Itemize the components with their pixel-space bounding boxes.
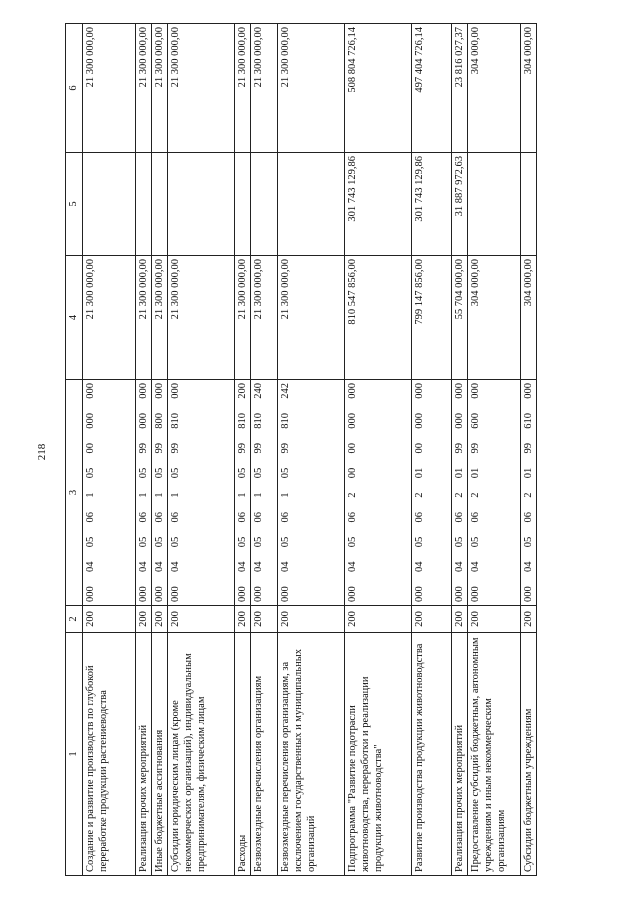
header-col-3: 3 [66, 380, 83, 606]
rotated-table-wrapper [65, 27, 582, 876]
code-part: 2 [414, 492, 425, 498]
row-executed-amount [521, 153, 537, 256]
row-name: Создание и развитие производств по глубокой переработке продукции растениеводства [83, 633, 136, 876]
code-part: 99 [237, 443, 248, 454]
row-code-admin: 200 [521, 606, 537, 633]
row-name: Субсидии бюджетным учреждениям [521, 633, 537, 876]
header-col-6: 6 [66, 24, 83, 153]
code-part: 99 [280, 443, 291, 454]
row-name: Иные бюджетные ассигнования [152, 633, 168, 876]
code-part: 00 [85, 443, 96, 454]
code-part: 05 [85, 536, 96, 548]
row-executed-amount: 301 743 129,86 [345, 153, 412, 256]
row-executed-amount: 301 743 129,86 [412, 153, 452, 256]
row-name: Безвозмездные перечисления организациям [251, 633, 278, 876]
code-part: 06 [138, 512, 149, 523]
row-classification-code [168, 380, 235, 606]
code-part: 99 [253, 443, 264, 454]
code-part: 04 [347, 561, 358, 572]
classification-code-parts [453, 383, 466, 602]
code-part: 000 [170, 383, 181, 399]
row-approved-amount: 21 300 000,00 [83, 256, 136, 380]
code-part: 04 [85, 561, 96, 572]
code-part: 06 [523, 512, 534, 523]
code-part: 1 [85, 492, 96, 498]
classification-code-parts [169, 383, 182, 602]
table-row [83, 24, 136, 876]
code-part: 05 [280, 467, 291, 479]
code-part: 240 [253, 383, 264, 399]
row-remaining-amount: 21 300 000,00 [152, 24, 168, 153]
table-row [168, 24, 235, 876]
row-approved-amount: 304 000,00 [468, 256, 521, 380]
code-part: 000 [85, 383, 96, 399]
table-body [83, 24, 537, 876]
row-approved-amount: 304 000,00 [521, 256, 537, 380]
code-part: 06 [347, 512, 358, 523]
row-approved-amount: 21 300 000,00 [278, 256, 345, 380]
code-part: 99 [138, 443, 149, 454]
classification-code-parts [252, 383, 265, 602]
code-part: 05 [253, 536, 264, 548]
budget-table [65, 23, 537, 876]
classification-code-parts [346, 383, 359, 602]
row-remaining-amount: 21 300 000,00 [251, 24, 278, 153]
code-part: 05 [523, 536, 534, 548]
code-part: 2 [454, 492, 465, 498]
row-classification-code [345, 380, 412, 606]
code-part: 000 [414, 383, 425, 399]
table-row [345, 24, 412, 876]
code-part: 05 [414, 536, 425, 548]
code-part: 000 [138, 586, 149, 602]
row-name: Предоставление субсидий бюджетным, автономным учреждениям и иным некоммерческим организациям [468, 633, 521, 876]
row-remaining-amount: 21 300 000,00 [83, 24, 136, 153]
code-part: 04 [470, 561, 481, 572]
header-col-2: 2 [66, 606, 83, 633]
row-code-admin: 200 [168, 606, 235, 633]
row-approved-amount: 55 704 000,00 [452, 256, 468, 380]
header-col-5: 5 [66, 153, 83, 256]
table-row [278, 24, 345, 876]
code-part: 00 [347, 443, 358, 454]
code-part: 06 [85, 512, 96, 523]
code-part: 000 [138, 383, 149, 399]
code-part: 05 [154, 536, 165, 548]
code-part: 05 [347, 536, 358, 548]
code-part: 04 [237, 561, 248, 572]
code-part: 06 [454, 512, 465, 523]
code-part: 800 [154, 413, 165, 429]
code-part: 2 [470, 492, 481, 498]
code-part: 06 [170, 512, 181, 523]
code-part: 99 [154, 443, 165, 454]
code-part: 04 [414, 561, 425, 572]
code-part: 06 [280, 512, 291, 523]
code-part: 05 [454, 536, 465, 548]
header-col-1: 1 [66, 633, 83, 876]
row-executed-amount [251, 153, 278, 256]
code-part: 01 [470, 467, 481, 479]
code-part: 04 [253, 561, 264, 572]
code-part: 04 [454, 561, 465, 572]
code-part: 1 [154, 492, 165, 498]
code-part: 000 [523, 586, 534, 602]
row-executed-amount [152, 153, 168, 256]
row-executed-amount [468, 153, 521, 256]
code-part: 06 [237, 512, 248, 523]
code-part: 04 [170, 561, 181, 572]
table-row [412, 24, 452, 876]
code-part: 01 [454, 467, 465, 479]
code-part: 1 [237, 492, 248, 498]
code-part: 000 [280, 586, 291, 602]
row-approved-amount: 21 300 000,00 [168, 256, 235, 380]
row-code-admin: 200 [452, 606, 468, 633]
code-part: 000 [154, 586, 165, 602]
row-name: Расходы [235, 633, 251, 876]
table-header [66, 24, 83, 876]
header-col-4: 4 [66, 256, 83, 380]
header-row [66, 24, 83, 876]
row-classification-code [251, 380, 278, 606]
row-classification-code [83, 380, 136, 606]
table-row [235, 24, 251, 876]
code-part: 000 [347, 586, 358, 602]
row-executed-amount: 31 887 972,63 [452, 153, 468, 256]
code-part: 1 [253, 492, 264, 498]
code-part: 06 [253, 512, 264, 523]
code-part: 000 [253, 586, 264, 602]
classification-code-parts [522, 383, 535, 602]
row-remaining-amount: 21 300 000,00 [278, 24, 345, 153]
code-part: 05 [470, 536, 481, 548]
code-part: 000 [523, 383, 534, 399]
row-remaining-amount: 21 300 000,00 [168, 24, 235, 153]
table-row [521, 24, 537, 876]
row-code-admin: 200 [345, 606, 412, 633]
code-part: 000 [154, 383, 165, 399]
code-part: 000 [470, 383, 481, 399]
row-name: Реализация прочих мероприятий [452, 633, 468, 876]
row-approved-amount: 799 147 856,00 [412, 256, 452, 380]
row-executed-amount [136, 153, 152, 256]
row-remaining-amount: 304 000,00 [468, 24, 521, 153]
row-code-admin: 200 [251, 606, 278, 633]
classification-code-parts [153, 383, 166, 602]
page-number: 218 [36, 443, 48, 461]
code-part: 1 [170, 492, 181, 498]
classification-code-parts [137, 383, 150, 602]
code-part: 04 [280, 561, 291, 572]
row-executed-amount [83, 153, 136, 256]
row-approved-amount: 21 300 000,00 [251, 256, 278, 380]
code-part: 05 [85, 467, 96, 479]
code-part: 1 [138, 492, 149, 498]
row-remaining-amount: 21 300 000,00 [235, 24, 251, 153]
table-row [468, 24, 521, 876]
row-executed-amount [235, 153, 251, 256]
code-part: 610 [523, 413, 534, 429]
row-executed-amount [278, 153, 345, 256]
code-part: 05 [154, 467, 165, 479]
row-name: Реализация прочих мероприятий [136, 633, 152, 876]
code-part: 05 [170, 536, 181, 548]
row-remaining-amount: 304 000,00 [521, 24, 537, 153]
code-part: 05 [237, 467, 248, 479]
code-part: 99 [170, 443, 181, 454]
code-part: 1 [280, 492, 291, 498]
row-approved-amount: 21 300 000,00 [152, 256, 168, 380]
table-row [251, 24, 278, 876]
row-name: Подпрограмма "Развитие подотрасли животноводства, переработки и реализации продукции животноводства" [345, 633, 412, 876]
classification-code-parts [84, 383, 97, 602]
code-part: 200 [237, 383, 248, 399]
row-code-admin: 200 [152, 606, 168, 633]
row-name: Развитие производства продукции животноводства [412, 633, 452, 876]
row-remaining-amount: 21 300 000,00 [136, 24, 152, 153]
row-remaining-amount: 23 816 027,37 [452, 24, 468, 153]
row-approved-amount: 810 547 856,00 [345, 256, 412, 380]
code-part: 000 [347, 413, 358, 429]
classification-code-parts [279, 383, 292, 602]
row-code-admin: 200 [235, 606, 251, 633]
code-part: 000 [454, 413, 465, 429]
code-part: 01 [414, 467, 425, 479]
row-code-admin: 200 [136, 606, 152, 633]
code-part: 04 [138, 561, 149, 572]
row-remaining-amount: 508 804 726,14 [345, 24, 412, 153]
code-part: 000 [414, 413, 425, 429]
code-part: 01 [523, 467, 534, 479]
code-part: 000 [347, 383, 358, 399]
row-code-admin: 200 [468, 606, 521, 633]
code-part: 99 [454, 443, 465, 454]
code-part: 000 [85, 586, 96, 602]
code-part: 000 [85, 413, 96, 429]
row-classification-code [468, 380, 521, 606]
table-row [136, 24, 152, 876]
code-part: 000 [454, 586, 465, 602]
row-classification-code [452, 380, 468, 606]
code-part: 00 [347, 467, 358, 479]
code-part: 2 [523, 492, 534, 498]
code-part: 000 [414, 586, 425, 602]
code-part: 000 [470, 586, 481, 602]
code-part: 600 [470, 413, 481, 429]
code-part: 05 [280, 536, 291, 548]
row-executed-amount [168, 153, 235, 256]
table-row [152, 24, 168, 876]
code-part: 2 [347, 492, 358, 498]
code-part: 06 [154, 512, 165, 523]
code-part: 99 [523, 443, 534, 454]
row-name: Субсидии юридическим лицам (кроме некоммерческих организаций), индивидуальным предпринимателям, физическим лицам [168, 633, 235, 876]
code-part: 05 [237, 536, 248, 548]
code-part: 810 [237, 413, 248, 429]
code-part: 05 [253, 467, 264, 479]
code-part: 242 [280, 383, 291, 399]
code-part: 000 [170, 586, 181, 602]
row-name: Безвозмездные перечисления организациям, за исключением государственных и муниципальных организаций [278, 633, 345, 876]
table-row [452, 24, 468, 876]
code-part: 06 [414, 512, 425, 523]
code-part: 810 [170, 413, 181, 429]
code-part: 04 [523, 561, 534, 572]
row-remaining-amount: 497 404 726,14 [412, 24, 452, 153]
code-part: 810 [253, 413, 264, 429]
row-classification-code [521, 380, 537, 606]
row-code-admin: 200 [83, 606, 136, 633]
code-part: 04 [154, 561, 165, 572]
row-classification-code [412, 380, 452, 606]
code-part: 05 [138, 467, 149, 479]
row-approved-amount: 21 300 000,00 [235, 256, 251, 380]
code-part: 06 [470, 512, 481, 523]
row-code-admin: 200 [278, 606, 345, 633]
row-code-admin: 200 [412, 606, 452, 633]
classification-code-parts [469, 383, 482, 602]
row-classification-code [136, 380, 152, 606]
code-part: 000 [138, 413, 149, 429]
code-part: 99 [470, 443, 481, 454]
code-part: 000 [454, 383, 465, 399]
classification-code-parts [236, 383, 249, 602]
row-classification-code [152, 380, 168, 606]
code-part: 00 [414, 443, 425, 454]
row-classification-code [278, 380, 345, 606]
row-classification-code [235, 380, 251, 606]
code-part: 05 [138, 536, 149, 548]
classification-code-parts [413, 383, 426, 602]
code-part: 810 [280, 413, 291, 429]
code-part: 05 [170, 467, 181, 479]
code-part: 000 [237, 586, 248, 602]
row-approved-amount: 21 300 000,00 [136, 256, 152, 380]
